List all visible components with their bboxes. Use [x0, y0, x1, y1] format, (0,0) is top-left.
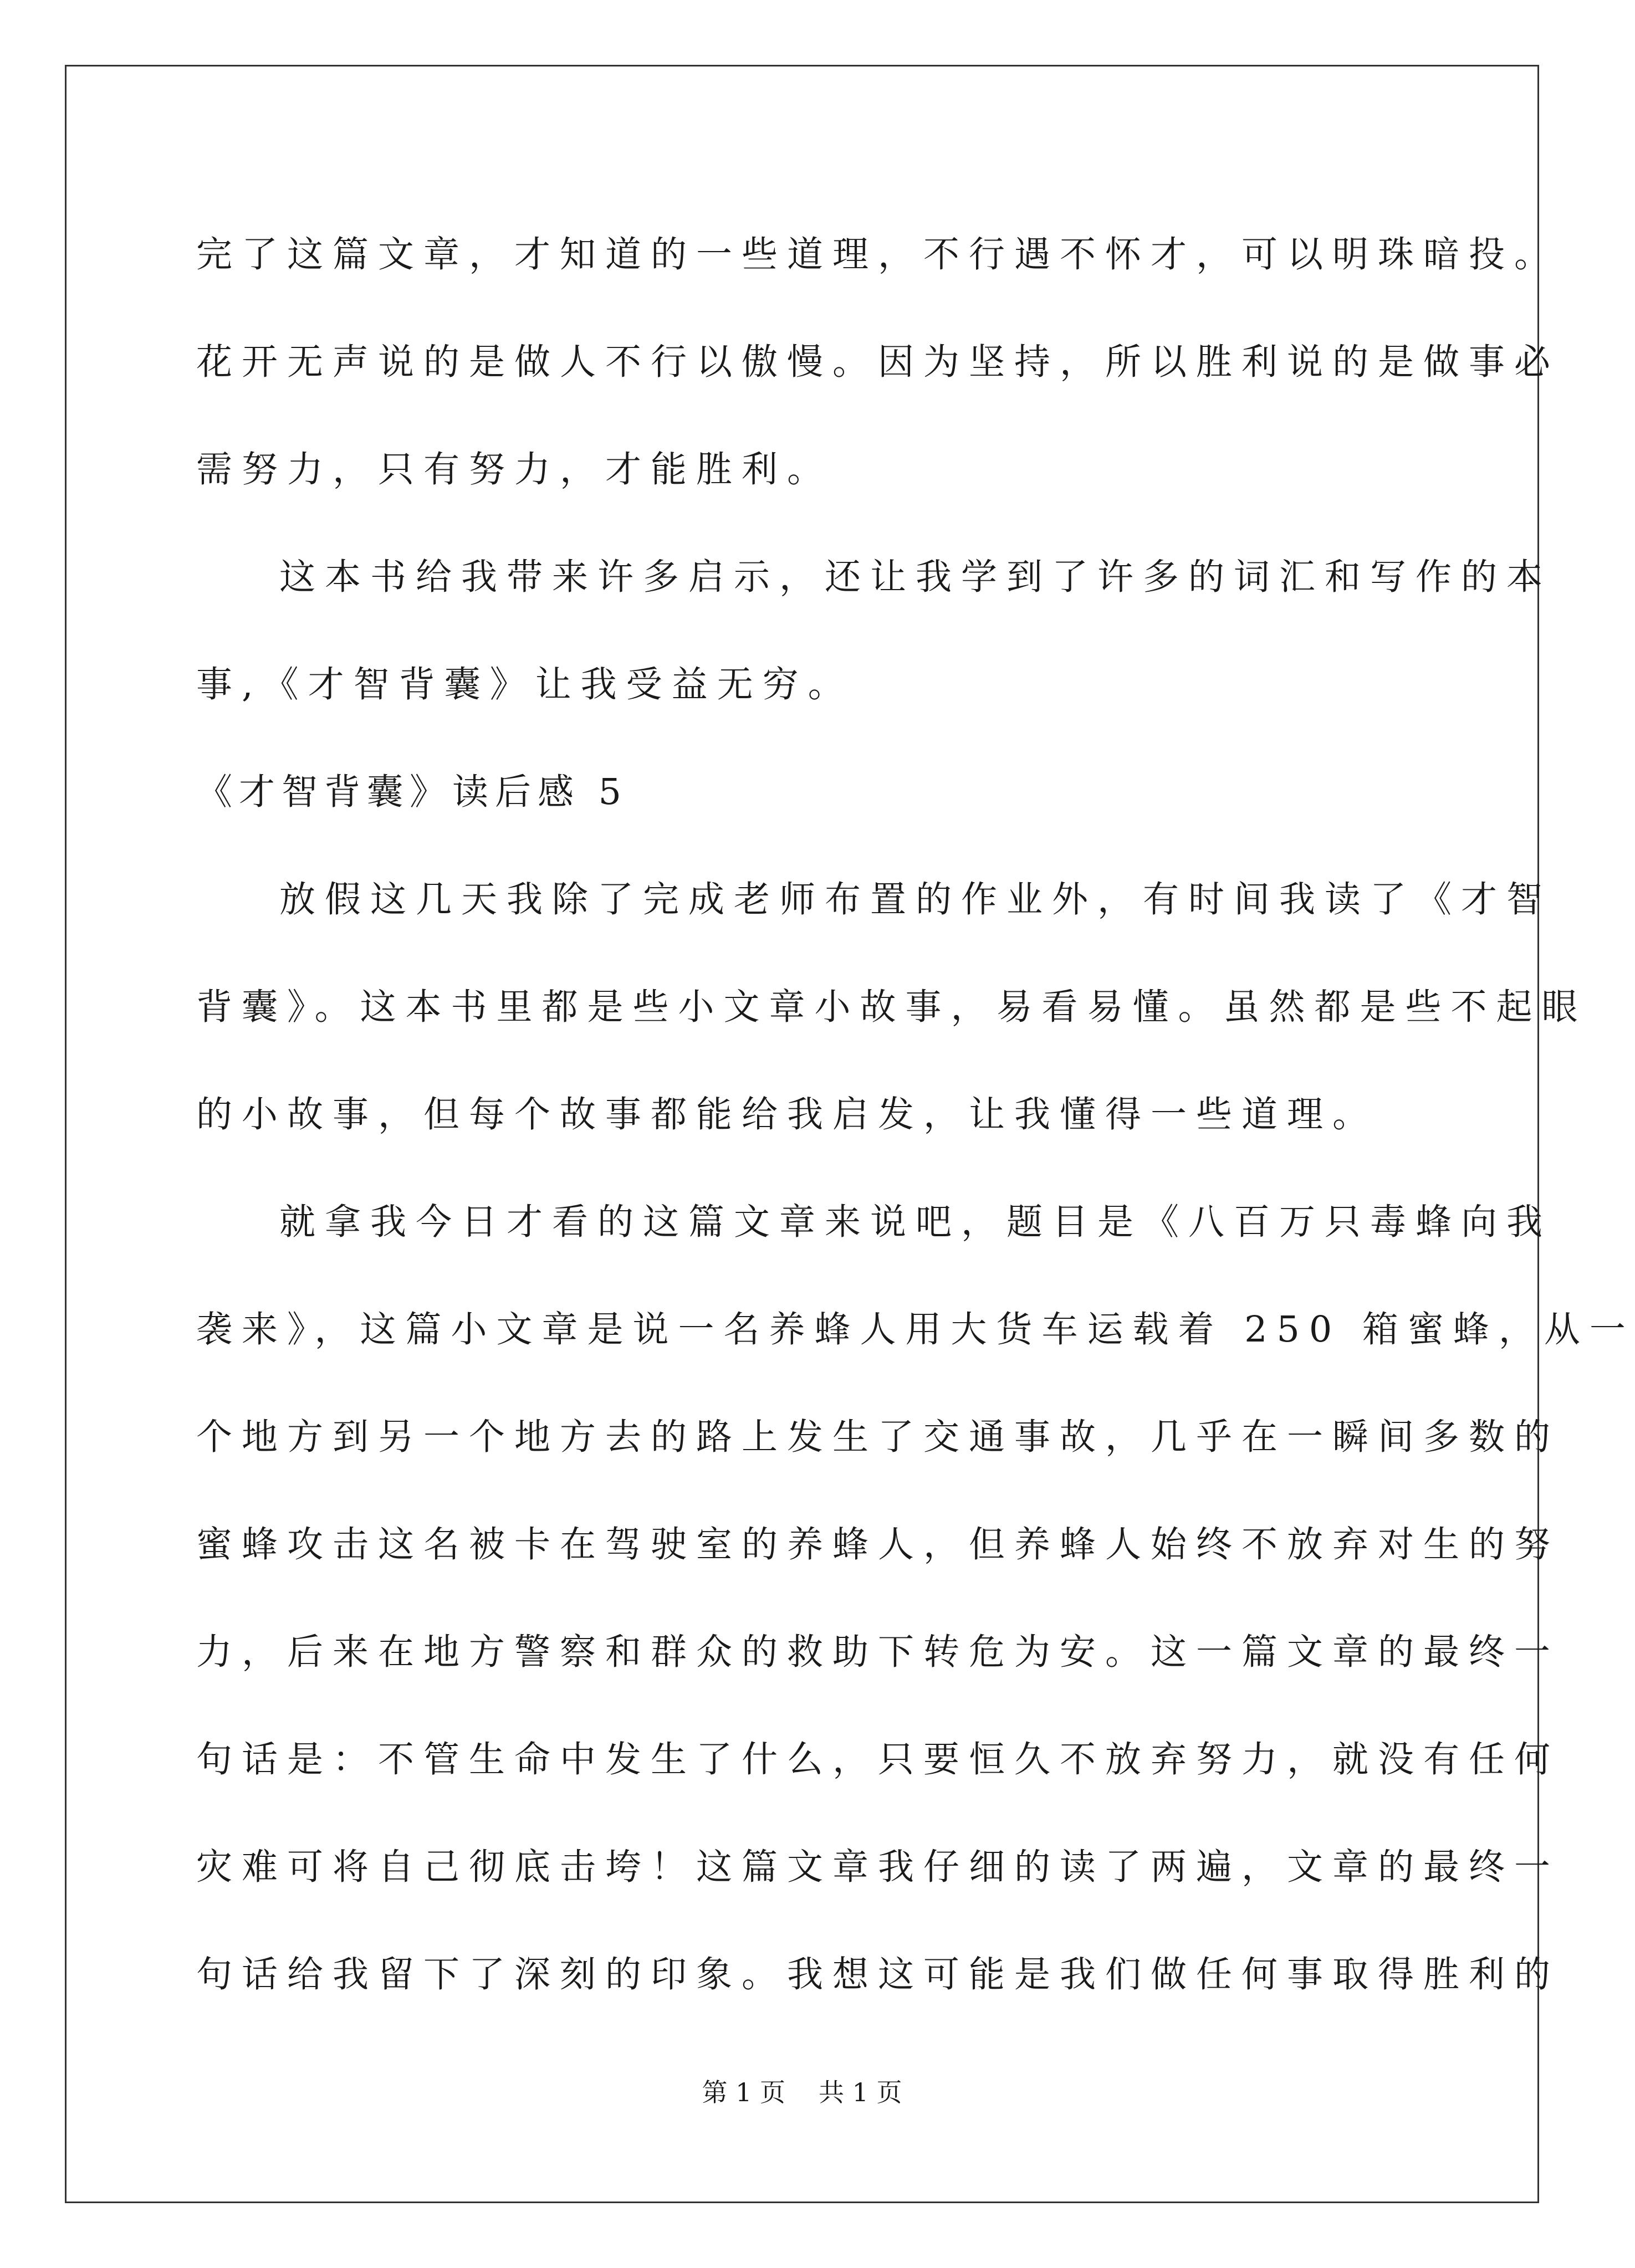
- text-line: 的小故事，但每个故事都能给我启发，让我懂得一些道理。: [196, 1094, 1378, 1135]
- text-line: 句话给我留下了深刻的印象。我想这可能是我们做任何事取得胜利的: [196, 1954, 1560, 1995]
- text-line: 灾难可将自己彻底击垮！这篇文章我仔细的读了两遍，文章的最终一: [196, 1846, 1560, 1888]
- text-line: 力，后来在地方警察和群众的救助下转危为安。这一篇文章的最终一: [196, 1631, 1560, 1673]
- section-heading: 《才智背囊》读后感 5: [196, 771, 629, 813]
- text-line: 个地方到另一个地方去的路上发生了交通事故，几乎在一瞬间多数的: [196, 1416, 1560, 1458]
- text-line: 就拿我今日才看的这篇文章来说吧，题目是《八百万只毒蜂向我: [279, 1201, 1552, 1243]
- text-line: 花开无声说的是做人不行以傲慢。因为坚持，所以胜利说的是做事必: [196, 341, 1560, 383]
- text-line: 句话是：不管生命中发生了什么，只要恒久不放弃努力，就没有任何: [196, 1739, 1560, 1780]
- text-line: 放假这几天我除了完成老师布置的作业外，有时间我读了《才智: [279, 879, 1552, 920]
- text-line: 这本书给我带来许多启示，还让我学到了许多的词汇和写作的本: [279, 556, 1552, 598]
- document-body: [196, 201, 1635, 2029]
- text-line: 蜜蜂攻击这名被卡在驾驶室的养蜂人，但养蜂人始终不放弃对生的努: [196, 1524, 1560, 1565]
- text-line: 需努力，只有努力，才能胜利。: [196, 449, 833, 490]
- text-line: 完了这篇文章，才知道的一些道理，不行遇不怀才，可以明珠暗投。: [196, 234, 1560, 275]
- page-footer: [0, 2072, 1604, 2109]
- page-number: 第 1 页: [702, 2077, 785, 2107]
- text-line: 袭来》，这篇小文章是说一名养蜂人用大货车运载着 250 箱蜜蜂，从一: [196, 1309, 1635, 1350]
- text-line: 事,《才智背囊》让我受益无穷。: [196, 664, 854, 705]
- total-pages: 共 1 页: [819, 2077, 902, 2107]
- text-line: 背囊》。这本书里都是些小文章小故事，易看易懂。虽然都是些不起眼: [196, 986, 1587, 1028]
